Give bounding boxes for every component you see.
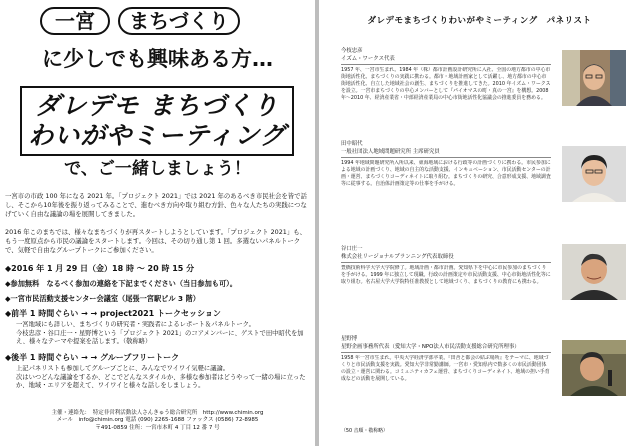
panelist-divider bbox=[341, 64, 551, 65]
program-first-half-desc: 一宮地域にも詳しい、まちづくりの研究者・実践者によるレポート＆パネルトーク。 今枝忠彦・谷口庄一・星野博という「プロジェクト 2021」のコアメンバーに、ゲストで田中昭代を加え、様々なテーマや提案を話します。（敬称略） bbox=[16, 321, 304, 346]
headline-subtitle: に少しでも興味ある方… bbox=[42, 47, 273, 71]
panelist-name: 今枝忠彦 bbox=[341, 48, 363, 54]
program-second-half: ◆後半 1 時間ぐらい → → グループフリートーク bbox=[5, 353, 180, 362]
headline-box-line2: わいがやミーティング bbox=[28, 121, 286, 150]
flyer-page bbox=[0, 0, 315, 446]
intro-paragraph-1: 一宮市の市政 100 年になる 2021 年。「プロジェクト 2021」では 2021 年のあるべき市民社会を皆で話し、そこから10年後を振り返ってみることで、進むべき方向や取り組む方針、色々な人たちの実践につなげていく自由な議論の場を展開してきました。 bbox=[5, 192, 307, 218]
panelist-affiliation: 一般社団法人地域問題研究所 主席研究員 bbox=[341, 149, 440, 155]
organizer-footer: 主催・連絡先： 特定非営利活動法人さんきゅう総合研究所 http://www.chimin.org メール info@chimin.org 電話 (090) 2265-1688 ファックス (0586) 72-8985 〒491-0859 住所：一宮市本町 4 丁目 12 番 7 号 bbox=[51, 410, 264, 431]
panelist-photo bbox=[562, 244, 626, 300]
panelist-bio: 1994 年地域問題研究所入所以来、東海地域における行政等の計画づくりに携わる。市民参加による地域の計画づくり、地域の自主的な活動支援、インキュベーション、市民活動センターの計画・運営、まちづくりコーディネイトに取り組む。まちづくりの研究、合意形成支援、地域調査等に従事する。自治体計画策定等の仕事を手がける。 bbox=[341, 160, 551, 187]
event-venue: ◆一宮市民活動支援センター会議室（尾張一宮駅ビル 3 階） bbox=[5, 294, 200, 303]
event-date: ◆2016 年 1 月 29 日（金）18 時 ～ 20 時 15 分 bbox=[5, 264, 195, 273]
panelist-photo bbox=[562, 50, 626, 106]
program-first-half: ◆前半 1 時間ぐらい → → project2021 トークセッション bbox=[5, 309, 221, 318]
intro-paragraph-2: 2016 年このまちでは、様々なまちづくりが再スタートしようとしています。「プロジェクト 2021」も、もう一度原点から市民の議論をスタートします。今回は、その切り通し第 1 回。多選ないパネルトークで、気軽で自由なグループトークにご参加ください。 bbox=[5, 228, 307, 254]
panelist-bio: 1957 年、一宮市生まれ。1984 年（株）都市計画設計研究所に入社、全国の地方都市の中心市街地活性化、まちづくりの実践に携わる。都市・地域計画家として活躍し、地方都市の中心市街地活性化、自立した地域社会の創生、まちづくりを推進してきた。2010 年イズム・ワークスを設立。一宮市まちづくりの中心メンバーとして『パイオマスの町・真の一宮』を構想。2008 年〜2010 年、経済産業省・中部経済産業局の中心市街地活性化協議会の推進委員を務める。 bbox=[341, 67, 551, 101]
panelist-bio: 豊橋技術科学大学大学院修了。地域計画・都市計画。愛知県下を中心に市民参加のまちづくりを手がける。1999 年に独立して現職。行政の計画策定や市民活動支援、中心市街地活性化等に取り組む。名古屋大学大学院特任准教授として地域づくり、まちづくりの教育にも携わる。 bbox=[341, 265, 551, 285]
headline-pill-machizukuri: まちづくり bbox=[118, 7, 240, 35]
panelist-bio: 1958 年一宮市生まれ。中央大学経済学部卒業。『田舎と都会の結ぶ場所』をテーマに、地域づくりと市民活動支援を実践。愛知大学非常勤講師。一宮市・愛知県内で数多くの市民活動団体の設立・運営に関わる。コミュニティカフェ運営、まちづくりコーディネイト、地域の担い手育成などの活動を展開している。 bbox=[341, 355, 550, 382]
headline-box-line1: ダレデモ まちづくり bbox=[35, 91, 279, 120]
panelist-photo bbox=[562, 146, 626, 202]
panelist-divider bbox=[341, 157, 551, 158]
panelist-affiliation: 星野企画事務所代表（愛知大学・NPO法人市民活動支援総合研究所理事） bbox=[341, 344, 520, 350]
panelist-divider bbox=[341, 352, 551, 353]
panelist-affiliation: 株式会社リージョナルプランニング代表取締役 bbox=[341, 254, 454, 260]
event-fee: ◆参加無料 なるべく参加の連絡を下記までください（当日参加も可）。 bbox=[5, 279, 237, 288]
panelist-affiliation: イズム・ワークス代表 bbox=[341, 56, 395, 62]
panelists-title: ダレデモまちづくりわいがやミーティング パネリスト bbox=[367, 16, 592, 26]
panelist-name: 谷口庄一 bbox=[341, 246, 363, 252]
headline-invitation: で、ご一緒しましょう！ bbox=[64, 159, 251, 179]
panelists-page bbox=[319, 0, 640, 446]
order-note: （50 音順・敬称略） bbox=[341, 428, 388, 434]
panelist-name: 田中昭代 bbox=[341, 141, 363, 147]
headline-box bbox=[20, 86, 294, 156]
panelist-photo bbox=[562, 340, 626, 396]
panelist-divider bbox=[341, 262, 551, 263]
panelist-name: 星野博 bbox=[341, 336, 358, 342]
headline-pill-ichinomiya: 一宮 bbox=[40, 7, 110, 35]
program-second-half-desc: 上記パネリストも参加してグループごとに、みんなでワイワイ気軽に議論。 次はいつどんな議論をするか、どこでどんなスタイルか、多様な参加者はどうやって一緒の場に立ったか、地域・エリアを超えて、ワイワイと様々な話しをしましょう。 bbox=[16, 365, 306, 390]
